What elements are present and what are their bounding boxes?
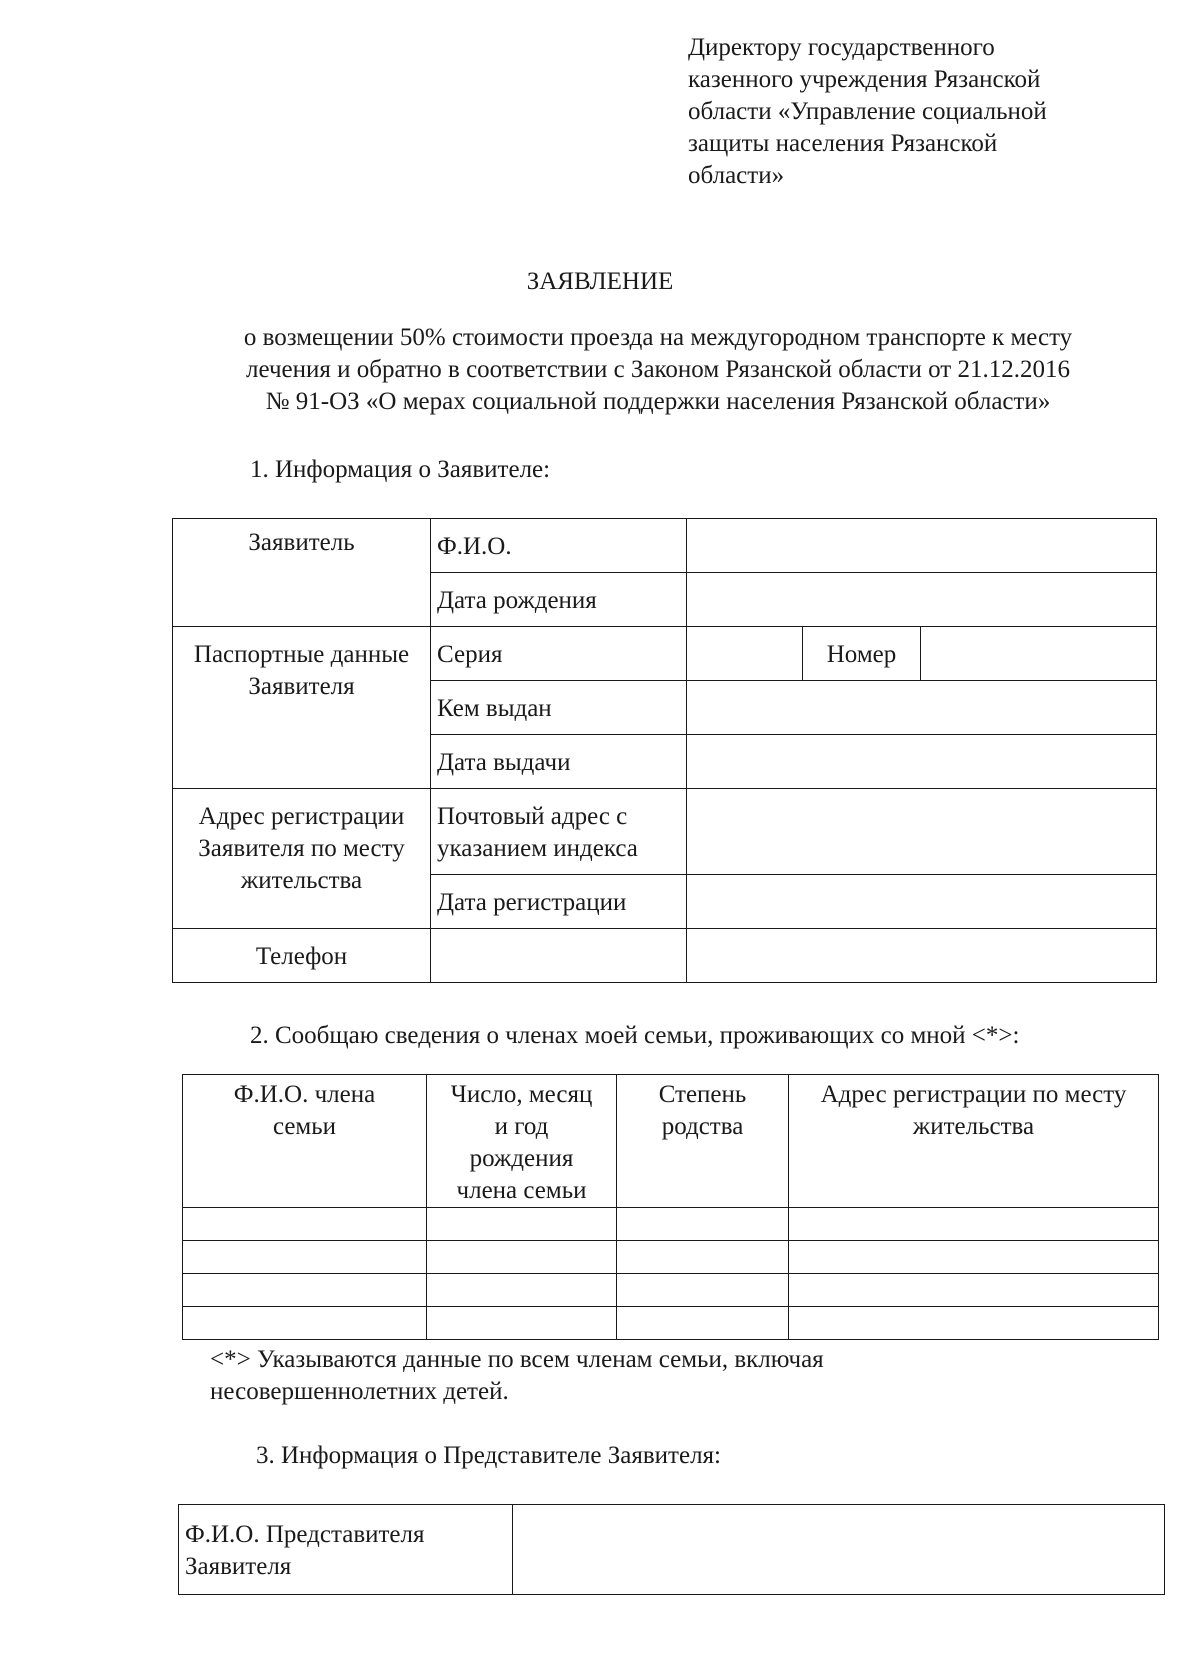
table-row [183, 1241, 1159, 1274]
number-label: Номер [826, 641, 897, 668]
rep-label-line: Ф.И.О. Представителя [185, 1521, 425, 1548]
family-cell[interactable] [183, 1274, 427, 1307]
family-footnote [210, 1344, 1010, 1408]
phone-label: Телефон [255, 943, 348, 970]
table-row [183, 1208, 1159, 1241]
family-table [182, 1074, 1159, 1340]
reg-date-value-cell[interactable] [687, 875, 1157, 929]
passport-label-line: Паспортные данные [193, 641, 410, 668]
reg-address-label-line: Адрес регистрации [198, 803, 405, 830]
family-header-line: Адрес регистрации по месту [820, 1081, 1127, 1108]
applicant-label-cell [173, 519, 431, 627]
family-header-line: Степень [658, 1081, 747, 1108]
fio-label-cell [431, 519, 687, 573]
family-cell[interactable] [183, 1241, 427, 1274]
fio-value-cell[interactable] [687, 519, 1157, 573]
reg-address-label-cell [173, 789, 431, 929]
family-header-line: члена семьи [456, 1177, 587, 1204]
reg-address-label-line: жительства [240, 867, 363, 894]
family-header-relation [617, 1075, 789, 1208]
section1-heading: 1. Информация о Заявителе: [250, 456, 551, 483]
series-label: Серия [437, 641, 503, 668]
family-header-line: Ф.И.О. члена [233, 1081, 376, 1108]
series-label-cell [431, 627, 687, 681]
footnote-line: несовершеннолетних детей. [210, 1378, 509, 1405]
family-cell[interactable] [789, 1307, 1159, 1340]
family-cell[interactable] [789, 1241, 1159, 1274]
rep-value-cell[interactable] [513, 1505, 1165, 1595]
phone-label-cell [173, 929, 431, 983]
applicant-table [172, 518, 1157, 983]
number-value-cell[interactable] [921, 627, 1157, 681]
document-title: ЗАЯВЛЕНИЕ [526, 268, 674, 295]
section3-heading: 3. Информация о Представителе Заявителя: [256, 1442, 721, 1469]
phone-value-cell-2[interactable] [687, 929, 1157, 983]
family-cell[interactable] [427, 1208, 617, 1241]
series-value-cell[interactable] [687, 627, 803, 681]
issue-date-label: Дата выдачи [437, 749, 571, 776]
birth-date-label: Дата рождения [437, 587, 597, 614]
family-header-fio [183, 1075, 427, 1208]
family-cell[interactable] [617, 1208, 789, 1241]
family-header-line: Число, месяц [450, 1081, 593, 1108]
issued-by-value-cell[interactable] [687, 681, 1157, 735]
family-header-line: семьи [272, 1113, 337, 1140]
subtitle-line: № 91-ОЗ «О мерах социальной поддержки населения Рязанской области» [265, 388, 1051, 415]
subtitle-line: лечения и обратно в соответствии с Законом Рязанской области от 21.12.2016 [246, 356, 1070, 383]
addressee-line: защиты населения Рязанской [688, 130, 998, 157]
passport-label-cell [173, 627, 431, 789]
birth-date-value-cell[interactable] [687, 573, 1157, 627]
family-cell[interactable] [183, 1208, 427, 1241]
family-cell[interactable] [617, 1274, 789, 1307]
footnote-line: <*> Указываются данные по всем членам семьи, включая [210, 1346, 824, 1373]
rep-label-cell [179, 1505, 513, 1595]
birth-date-label-cell [431, 573, 687, 627]
issue-date-label-cell [431, 735, 687, 789]
postal-label-line: Почтовый адрес с [437, 803, 628, 830]
issue-date-value-cell[interactable] [687, 735, 1157, 789]
section2-heading: 2. Сообщаю сведения о членах моей семьи, проживающих со мной <*>: [250, 1022, 1020, 1049]
representative-table [178, 1504, 1165, 1595]
family-cell[interactable] [427, 1307, 617, 1340]
number-label-cell [803, 627, 921, 681]
addressee-line: области «Управление социальной [688, 98, 1047, 125]
rep-label-line: Заявителя [185, 1553, 292, 1580]
subtitle-line: о возмещении 50% стоимости проезда на междугородном транспорте к месту [243, 324, 1073, 351]
document-subtitle [160, 322, 1156, 418]
reg-address-label-line: Заявителя по месту [198, 835, 405, 862]
table-row [183, 1274, 1159, 1307]
applicant-label: Заявитель [248, 529, 355, 556]
family-cell[interactable] [617, 1307, 789, 1340]
reg-date-label: Дата регистрации [437, 889, 627, 916]
issued-by-label: Кем выдан [437, 695, 552, 722]
reg-date-label-cell [431, 875, 687, 929]
family-header-birth [427, 1075, 617, 1208]
phone-value-cell-1[interactable] [431, 929, 687, 983]
fio-label: Ф.И.О. [437, 533, 512, 560]
addressee-line: казенного учреждения Рязанской [688, 66, 1041, 93]
postal-value-cell[interactable] [687, 789, 1157, 875]
family-cell[interactable] [427, 1241, 617, 1274]
postal-label-cell [431, 789, 687, 875]
family-header-line: родства [661, 1113, 744, 1140]
addressee-line: области» [688, 162, 785, 189]
family-cell[interactable] [427, 1274, 617, 1307]
addressee-line: Директору государственного [688, 34, 995, 61]
postal-label-line: указанием индекса [437, 835, 638, 862]
family-header-line: жительства [912, 1113, 1035, 1140]
family-header-line: и год [494, 1113, 549, 1140]
family-cell[interactable] [789, 1274, 1159, 1307]
family-header-line: рождения [469, 1145, 574, 1172]
family-cell[interactable] [617, 1241, 789, 1274]
issued-by-label-cell [431, 681, 687, 735]
family-cell[interactable] [789, 1208, 1159, 1241]
passport-label-line: Заявителя [248, 673, 355, 700]
table-row [183, 1307, 1159, 1340]
family-header-address [789, 1075, 1159, 1208]
addressee-block [688, 32, 1158, 192]
family-cell[interactable] [183, 1307, 427, 1340]
